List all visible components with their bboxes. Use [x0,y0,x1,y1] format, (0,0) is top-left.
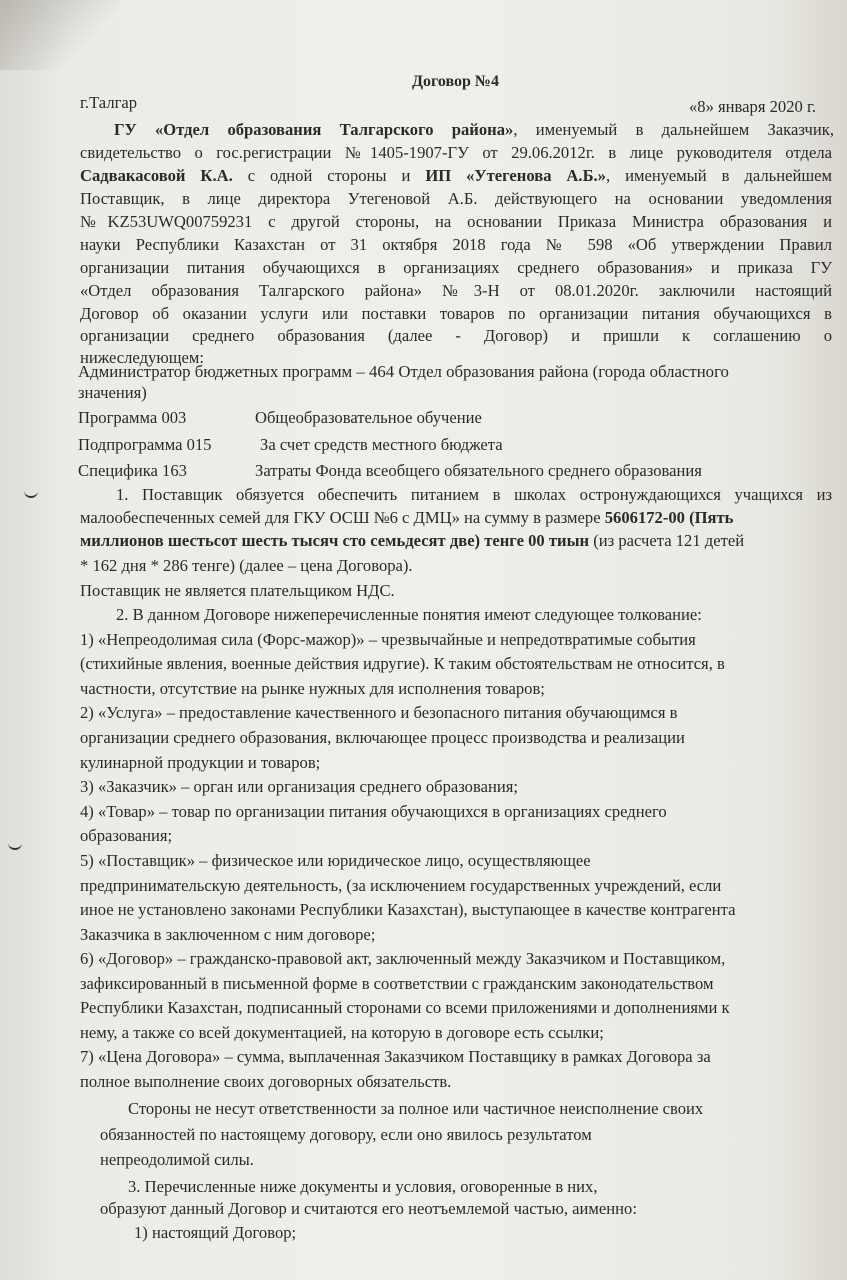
intro-line-6: науки Республики Казахстан от 31 октября 2018 года № 598 «Об утверждении Правил [80,235,832,254]
clause2-item-6c: Республики Казахстан, подписанный сторонами со всеми приложениями и дополнениями к [80,998,730,1017]
specific-label: Специфика 163 [78,461,187,480]
clause2-item-2b: организации среднего образования, включающее процесс производства и реализации [80,728,685,747]
clause2-item-4b: образования; [80,826,173,845]
clause3-line-3: 1) настоящий Договор; [134,1223,297,1242]
program-label: Программа 003 [78,408,187,427]
intro-line-1: ГУ «Отдел образования Талгарского района», именуемый в дальнейшем Заказчик, [114,120,834,139]
intro-line-3: Садвакасовой К.А. с одной стороны и ИП «Утегенова А.Б.», именуемый в дальнейшем [80,166,832,185]
clause1-line-1: 1. Поставщик обязуется обеспечить питанием в школах остронуждающихся учащихся из [116,485,832,504]
margin-tick-mark [8,842,22,850]
clause2-item-6b: зафиксированный в письменной форме в соответствии с гражданским законодательством [80,974,714,993]
doc-city: г.Талгар [80,93,138,112]
intro-line-7: организации питания обучающихся в организациях среднего образования» и приказа ГУ [80,258,832,277]
intro-line-8: «Отдел образования Талгарского района» №3-Н от 08.01.2020г. заключили настоящий [80,281,832,300]
clause2-item-4a: 4) «Товар» – товар по организации питания обучающихся в организациях среднего [80,802,667,821]
admin-line-1: Администратор бюджетных программ – 464 Отдел образования района (города областного [78,362,729,381]
customer-name: ГУ «Отдел образования Талгарского района» [114,120,514,139]
clause3-line-1: 3. Перечисленные ниже документы и условия, оговоренные в них, [128,1177,598,1196]
intro-line-5: №KZ53UWQ00759231 с другой стороны, на основании Приказа Министра образования и [80,212,832,231]
admin-line-2: значения) [78,383,147,402]
intro-line-11: нижеследующем: [80,348,204,367]
clause2-item-7a: 7) «Цена Договора» – сумма, выплаченная Заказчиком Поставщику в рамках Договора за [80,1047,711,1066]
clause1-line-5: Поставщик не является плательщиком НДС. [80,581,395,600]
clause2-item-7b: полное выполнение своих договорных обязательств. [80,1072,452,1091]
clause3-line-2: образуют данный Договор и считаются его неотъемлемой частью, аименно: [100,1199,637,1218]
force-line-1: Стороны не несут ответственности за полное или частичное неисполнение своих [128,1099,704,1118]
clause2-item-5a: 5) «Поставщик» – физическое или юридическое лицо, осуществляющее [80,851,591,870]
clause2-item-1a: 1) «Непреодолимая сила (Форс-мажор)» – чрезвычайные и непредотвратимые события [80,630,696,649]
intro-line-9: Договор об оказании услуги или поставки товаров по организации питания обучающихся в [80,304,832,323]
specific-value: Затраты Фонда всеобщего обязательного среднего образования [255,461,702,480]
clause2-item-1c: частности, отсутствие на рынке нужных для исполнения товаров; [80,679,545,698]
intro-line-2: свидетельство о гос.регистрации №1405-1907-ГУ от 29.06.2012г. в лице руководителя отдела [80,143,832,162]
page-shadow [0,0,120,70]
clause2-item-6d: нему, а также со всей документацией, на которую в договоре есть ссылки; [80,1023,604,1042]
intro-line-10: организации среднего образования (далее - Договор) и пришли к соглашению о [80,326,832,345]
clause1-line-2: малообеспеченных семей для ГКУ ОСШ №6 с ДМЦ» на сумму в размере 5606172-00 (Пять [80,508,734,527]
clause1-line-3: миллионов шестьсот шесть тысяч сто семьдесят две) тенге 00 тиын (из расчета 121 детей [80,531,745,550]
clause2-item-5c: иное не установлено законами Республики Казахстан), выступающее в качестве контрагента [80,900,736,919]
clause2-item-3: 3) «Заказчик» – орган или организация среднего образования; [80,777,518,796]
clause2-item-2a: 2) «Услуга» – предоставление качественного и безопасного питания обучающимся в [80,703,678,722]
program-value: Общеобразовательное обучение [255,408,482,427]
clause2-heading: 2. В данном Договоре нижеперечисленные понятия имеют следующее толкование: [116,605,702,624]
clause2-item-6a: 6) «Договор» – гражданско-правовой акт, заключенный между Заказчиком и Поставщиком, [80,949,726,968]
clause2-item-1b: (стихийные явления, военные действия идругие). К таким обстоятельствам не относится, в [80,654,725,673]
clause1-line-4: * 162 дня * 286 тенге) (далее – цена Договора). [80,556,413,575]
clause2-item-5d: Заказчика в заключенном с ним договоре; [80,925,376,944]
force-line-3: непреодолимой силы. [100,1150,254,1169]
clause2-item-5b: предпринимательскую деятельность, (за исключением государственных учреждений, если [80,876,722,895]
subprogram-label: Подпрограмма 015 [78,435,212,454]
doc-title: Договор №4 [412,73,499,90]
intro-line-4: Поставщик, в лице директора Утегеновой А.Б. действующего на основании уведомления [80,189,832,208]
margin-tick-mark [24,490,38,498]
subprogram-value: За счет средств местного бюджета [260,435,503,454]
doc-date: «8» января 2020 г. [689,97,817,116]
contract-amount: 5606172-00 (Пять [604,508,734,527]
force-line-2: обязанностей по настоящему договору, если оно явилось результатом [100,1125,592,1144]
clause2-item-2c: кулинарной продукции и товаров; [80,753,321,772]
